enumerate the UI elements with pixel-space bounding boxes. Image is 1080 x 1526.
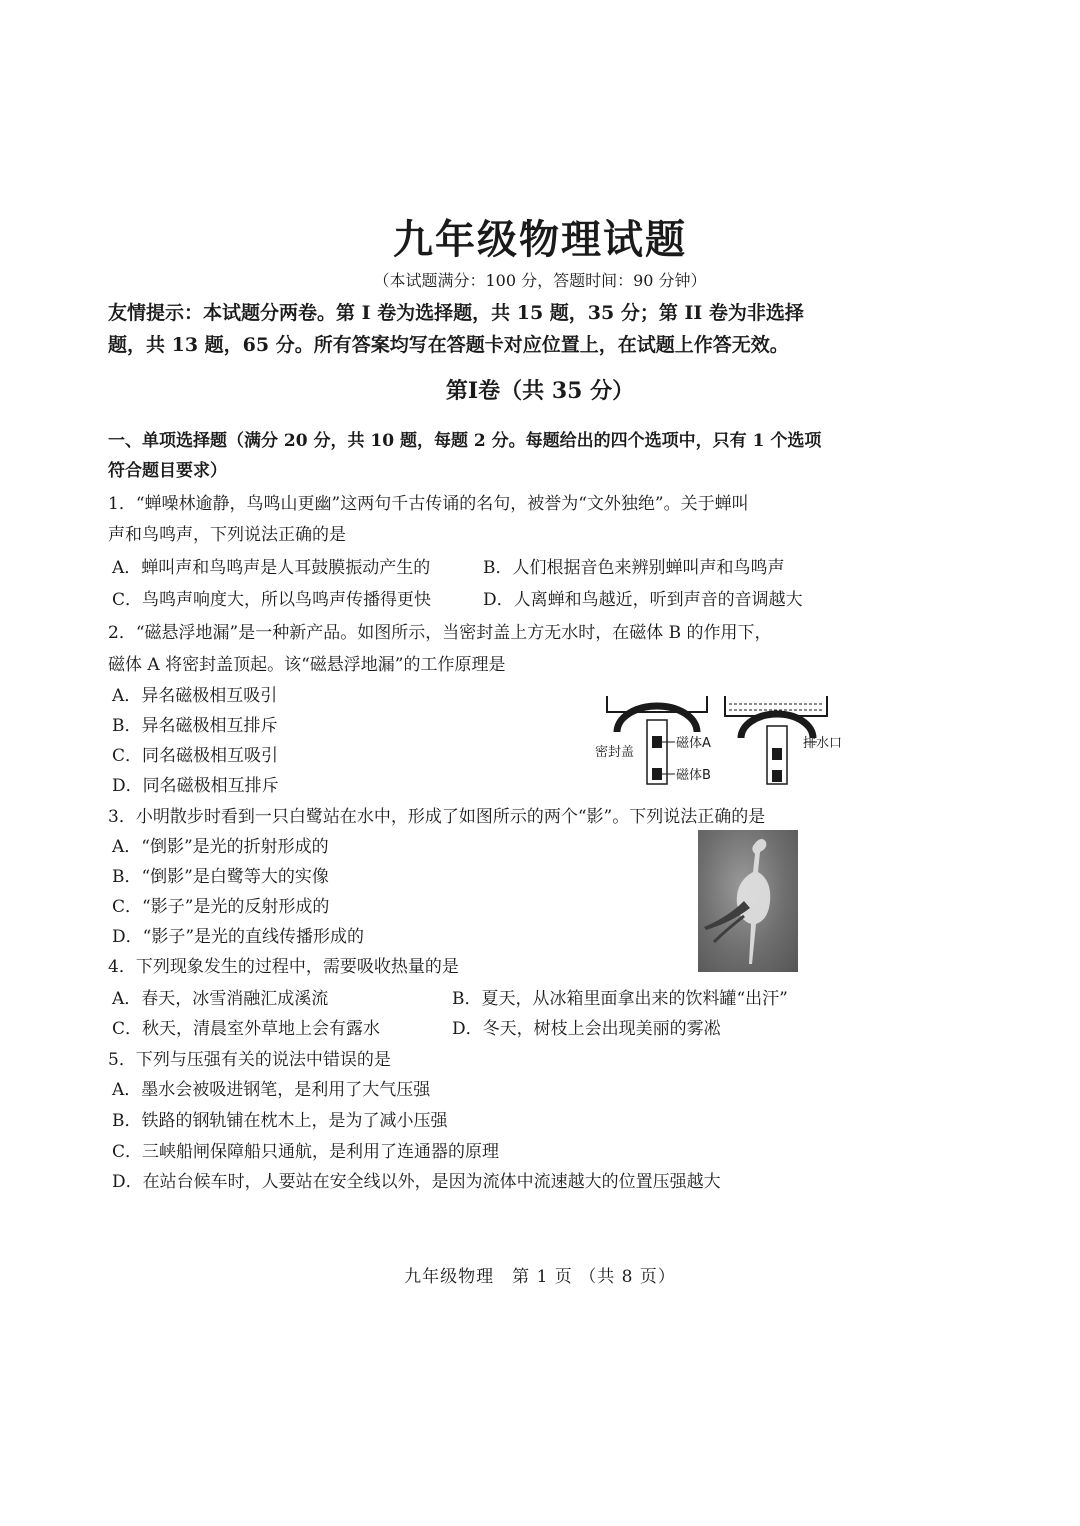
q2-option-d: D．同名磁极相互排斥: [112, 776, 279, 796]
q3-option-a: A．“倒影”是光的折射形成的: [112, 837, 329, 857]
q4-option-a: A．春天，冰雪消融汇成溪流: [112, 989, 329, 1009]
egret-photo: [698, 830, 798, 972]
q4-option-b: B．夏天，从冰箱里面拿出来的饮料罐“出汗”: [452, 989, 788, 1009]
label-magnet-a: 磁体A: [676, 736, 711, 751]
q4-option-d: D．冬天，树枝上会出现美丽的雾凇: [452, 1019, 721, 1039]
floor-drain-diagram: [595, 690, 865, 790]
q1-option-b: B．人们根据音色来辨别蝉叫声和鸟鸣声: [483, 558, 785, 578]
q1-option-d: D．人离蝉和鸟越近，听到声音的音调越大: [483, 590, 803, 610]
part-heading-line-1: 一、单项选择题（满分 20 分，共 10 题，每题 2 分。每题给出的四个选项中，只有 1 个选项: [108, 431, 822, 451]
q1-option-c: C．鸟鸣声响度大，所以鸟鸣声传播得更快: [112, 590, 432, 610]
q5-option-c: C．三峡船闸保障船只通航，是利用了连通器的原理: [112, 1142, 500, 1162]
q4-option-c: C．秋天，清晨室外草地上会有露水: [112, 1019, 381, 1039]
q5-option-d: D．在站台候车时，人要站在安全线以外，是因为流体中流速越大的位置压强越大: [112, 1172, 721, 1192]
q1-stem-2: 声和鸟鸣声，下列说法正确的是: [108, 525, 346, 545]
label-magnet-b: 磁体B: [676, 768, 711, 783]
q4-stem: 4．下列现象发生的过程中，需要吸收热量的是: [108, 957, 459, 977]
label-drain: 排水口: [803, 736, 843, 751]
q2-option-a: A．异名磁极相互吸引: [112, 686, 278, 706]
q2-stem-1: 2．“磁悬浮地漏”是一种新产品。如图所示，当密封盖上方无水时，在磁体 B 的作用下，: [108, 623, 772, 643]
q1-option-a: A．蝉叫声和鸟鸣声是人耳鼓膜振动产生的: [112, 558, 431, 578]
q1-stem-1: 1．“蝉噪林逾静，鸟鸣山更幽”这两句千古传诵的名句，被誉为“文外独绝”。关于蝉叫: [108, 494, 749, 514]
q3-stem: 3．小明散步时看到一只白鹭站在水中，形成了如图所示的两个“影”。下列说法正确的是: [108, 807, 766, 827]
part-heading-line-2: 符合题目要求）: [108, 461, 227, 481]
q3-option-c: C．“影子”是光的反射形成的: [112, 897, 330, 917]
tip-line-1: 友情提示：本试题分两卷。第 I 卷为选择题，共 15 题，35 分；第 II 卷为非选择: [108, 302, 804, 324]
q5-stem: 5．下列与压强有关的说法中错误的是: [108, 1050, 391, 1070]
exam-info: （本试题满分：100 分，答题时间：90 分钟）: [373, 271, 707, 290]
q5-option-a: A．墨水会被吸进钢笔，是利用了大气压强: [112, 1080, 431, 1100]
section-title: 第Ⅰ卷（共 35 分）: [445, 378, 635, 404]
q5-option-b: B．铁路的钢轨铺在枕木上，是为了减小压强: [112, 1111, 448, 1131]
egret-illustration: [698, 830, 798, 972]
q3-option-d: D．“影子”是光的直线传播形成的: [112, 927, 365, 947]
q2-stem-2: 磁体 A 将密封盖顶起。该“磁悬浮地漏”的工作原理是: [108, 655, 506, 675]
q3-option-b: B．“倒影”是白鹭等大的实像: [112, 867, 329, 887]
label-lid: 密封盖: [595, 745, 635, 760]
tip-line-2: 题，共 13 题，65 分。所有答案均写在答题卡对应位置上，在试题上作答无效。: [108, 334, 789, 356]
page-title: 九年级物理试题: [393, 216, 687, 263]
page-footer: 九年级物理 第 1 页 （共 8 页）: [404, 1267, 676, 1287]
q2-option-c: C．同名磁极相互吸引: [112, 746, 279, 766]
q2-option-b: B．异名磁极相互排斥: [112, 716, 278, 736]
